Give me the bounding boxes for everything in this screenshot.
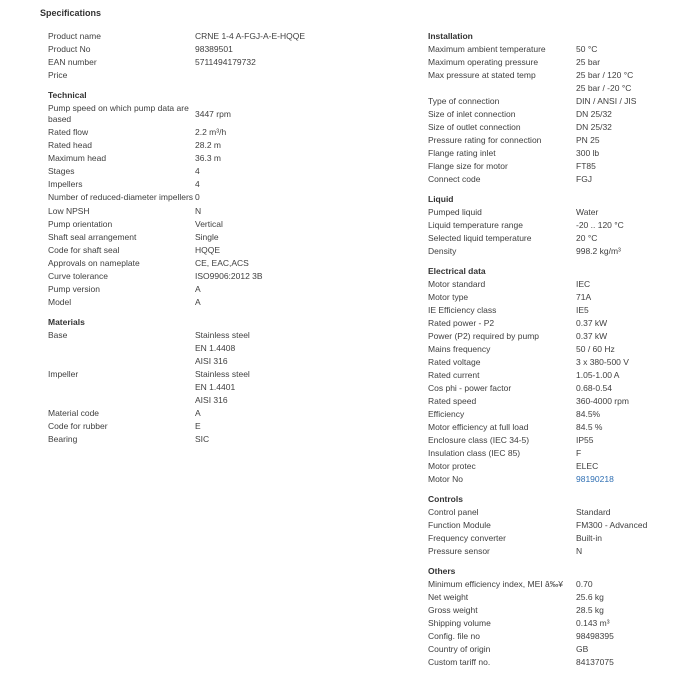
spec-values: [576, 317, 693, 330]
spec-value: 2.2 m³/h: [195, 127, 227, 137]
spec-value: 0: [195, 192, 200, 203]
spec-value: F: [576, 448, 582, 458]
spec-row: [48, 178, 388, 191]
spec-row: [428, 43, 693, 56]
spec-values: [576, 519, 693, 532]
spec-values: [576, 108, 693, 121]
left-column: [48, 30, 388, 446]
spec-label: Curve tolerance: [48, 270, 109, 281]
spec-value: DN 25/32: [576, 109, 612, 119]
spec-value: 28.2 m: [195, 140, 221, 150]
spec-row: [48, 270, 388, 283]
spec-label: Base: [48, 329, 68, 340]
spec-values: [195, 165, 388, 178]
spec-values: [576, 591, 693, 604]
spec-value: PN 25: [576, 135, 600, 145]
spec-value: 98498395: [576, 631, 614, 641]
spec-row: [48, 296, 388, 309]
section-title: Materials: [48, 316, 85, 327]
section-materials: [48, 316, 388, 446]
spec-value: 0.68-0.54: [576, 383, 612, 393]
spec-label: Code for rubber: [48, 420, 108, 431]
spec-values: [576, 408, 693, 421]
spec-label: Connect code: [428, 174, 481, 184]
spec-values: [576, 56, 693, 69]
section-others: [428, 565, 693, 669]
spec-row: [428, 291, 693, 304]
spec-label: Config. file no: [428, 631, 480, 641]
spec-label: Pressure sensor: [428, 546, 490, 556]
spec-row: [428, 232, 693, 245]
spec-label: Maximum ambient temperature: [428, 44, 546, 54]
spec-values: [576, 43, 693, 56]
spec-values: [195, 108, 388, 121]
spec-label: Pump speed on which pump data are based: [48, 103, 189, 124]
spec-value: FGJ: [576, 174, 593, 184]
spec-value: 84.5%: [576, 409, 601, 419]
spec-value: 50 / 60 Hz: [576, 344, 615, 354]
spec-label: Rated voltage: [428, 357, 481, 367]
spec-values: [195, 126, 388, 139]
section-technical: [48, 89, 388, 309]
spec-value: N: [576, 546, 583, 556]
spec-values: [195, 244, 388, 257]
spec-row: [48, 218, 388, 231]
spec-label: Motor protec: [428, 461, 476, 471]
spec-value: FM300 - Advanced: [576, 520, 648, 530]
spec-row: [428, 532, 693, 545]
spec-value: 36.3 m: [195, 153, 221, 163]
spec-values: [576, 278, 693, 291]
spec-value: 71A: [576, 292, 592, 302]
spec-label: Material code: [48, 407, 100, 418]
spec-label: Mains frequency: [428, 344, 491, 354]
spec-row: [48, 257, 388, 270]
spec-values: [576, 643, 693, 656]
spec-row: [428, 578, 693, 591]
spec-value: Vertical: [195, 218, 223, 229]
spec-value: 25 bar / -20 °C: [576, 83, 632, 93]
spec-row: [428, 617, 693, 630]
spec-value: DN 25/32: [576, 122, 612, 132]
spec-label: Flange rating inlet: [428, 148, 496, 158]
spec-values: [576, 460, 693, 473]
spec-value: 5711494179732: [195, 57, 256, 67]
spec-value: 0.37 kW: [576, 331, 608, 341]
spec-value: CRNE 1-4 A-FGJ-A-E-HQQE: [195, 31, 306, 41]
spec-label: Rated power - P2: [428, 318, 495, 328]
spec-values: [195, 218, 388, 231]
spec-value: Stainless steel: [195, 329, 250, 340]
spec-label: Pump orientation: [48, 218, 113, 229]
spec-label: Impellers: [48, 179, 83, 189]
spec-label: Function Module: [428, 520, 491, 530]
spec-value: -20 .. 120 °C: [576, 220, 624, 230]
spec-row: [428, 382, 693, 395]
spec-row: [48, 126, 388, 139]
spec-value: HQQE: [195, 244, 221, 255]
spec-value: 300 lb: [576, 148, 600, 158]
spec-label: Rated flow: [48, 127, 89, 137]
spec-values: [576, 206, 693, 219]
spec-value: IEC: [576, 279, 591, 289]
spec-values: [576, 434, 693, 447]
spec-values: [576, 578, 693, 591]
spec-values: [195, 30, 388, 43]
spec-row: [428, 473, 693, 486]
spec-value: 1.05-1.00 A: [576, 370, 620, 380]
spec-values: [576, 356, 693, 369]
spec-value: ELEC: [576, 461, 599, 471]
spec-label: Rated speed: [428, 396, 477, 406]
spec-label: Size of outlet connection: [428, 122, 521, 132]
spec-row: [428, 134, 693, 147]
spec-values: [576, 69, 693, 95]
spec-values: [576, 95, 693, 108]
spec-row: [48, 152, 388, 165]
spec-label: Efficiency: [428, 409, 465, 419]
spec-row: [428, 206, 693, 219]
spec-value: N: [195, 205, 202, 216]
spec-value: 3447 rpm: [195, 108, 231, 119]
spec-values: [576, 245, 693, 258]
spec-values: [576, 121, 693, 134]
spec-value: AISI 316: [195, 394, 228, 405]
spec-label: Rated current: [428, 370, 480, 380]
spec-row: [428, 460, 693, 473]
spec-row: [428, 421, 693, 434]
spec-row: [428, 356, 693, 369]
spec-label: Gross weight: [428, 605, 478, 615]
spec-row: [48, 43, 388, 56]
spec-value: A: [195, 283, 201, 294]
section-electrical-data: [428, 265, 693, 486]
spec-row: [428, 369, 693, 382]
spec-row: [428, 447, 693, 460]
spec-row: [48, 244, 388, 257]
spec-value: 4: [195, 179, 200, 189]
spec-label: Type of connection: [428, 96, 500, 106]
spec-value: Single: [195, 231, 219, 242]
section-controls: [428, 493, 693, 558]
spec-value: 84.5 %: [576, 422, 603, 432]
spec-values: [576, 617, 693, 630]
spec-label: Cos phi - power factor: [428, 383, 512, 393]
spec-row: [428, 108, 693, 121]
spec-values: [195, 283, 388, 296]
spec-label: Flange size for motor: [428, 161, 508, 171]
spec-row: [428, 317, 693, 330]
spec-value: 98389501: [195, 44, 233, 54]
spec-row: [428, 121, 693, 134]
spec-row: [48, 69, 388, 82]
spec-value: SIC: [195, 433, 210, 444]
spec-value: 25 bar: [576, 57, 601, 67]
spec-values: [576, 232, 693, 245]
spec-value: 84137075: [576, 657, 614, 667]
spec-row: [48, 139, 388, 152]
spec-values: [576, 421, 693, 434]
spec-values: [195, 407, 388, 420]
spec-row: [428, 304, 693, 317]
spec-row: [428, 330, 693, 343]
spec-row: [428, 343, 693, 356]
spec-value: [195, 69, 388, 82]
spec-row: [428, 604, 693, 617]
spec-values: [195, 43, 388, 56]
spec-values: [195, 231, 388, 244]
spec-row: [48, 30, 388, 43]
spec-values: [576, 447, 693, 460]
spec-value: 25.6 kg: [576, 592, 604, 602]
spec-row: [428, 545, 693, 558]
spec-row: [48, 407, 388, 420]
spec-values: [195, 56, 388, 69]
spec-value: Standard: [576, 507, 611, 517]
spec-value: EN 1.4401: [195, 381, 236, 392]
spec-row: [428, 395, 693, 408]
spec-label: Impeller: [48, 368, 79, 379]
spec-values: [576, 134, 693, 147]
spec-row: [428, 219, 693, 232]
spec-label: Net weight: [428, 592, 469, 602]
spec-row: [48, 283, 388, 296]
spec-row: [48, 329, 388, 368]
spec-row: [48, 205, 388, 218]
spec-label: Pump version: [48, 283, 100, 294]
spec-values: [576, 506, 693, 519]
spec-row: [428, 69, 693, 95]
spec-label: Bearing: [48, 433, 78, 444]
spec-values: [195, 139, 388, 152]
spec-label: Rated head: [48, 140, 92, 150]
spec-values: [576, 369, 693, 382]
spec-value: 0.37 kW: [576, 318, 608, 328]
spec-values: [576, 630, 693, 643]
spec-value-link[interactable]: 98190218: [576, 474, 614, 484]
spec-values: [576, 545, 693, 558]
spec-values: [195, 257, 388, 270]
spec-value: 25 bar / 120 °C: [576, 70, 634, 80]
spec-values: [576, 219, 693, 232]
spec-label: IE Efficiency class: [428, 305, 497, 315]
spec-values: [195, 329, 388, 368]
spec-label: Motor efficiency at full load: [428, 422, 529, 432]
spec-row: [428, 656, 693, 669]
spec-label: Selected liquid temperature: [428, 233, 532, 243]
spec-values: [576, 304, 693, 317]
page-title: Specifications: [40, 8, 102, 18]
spec-row: [428, 643, 693, 656]
spec-label: Shaft seal arrangement: [48, 231, 137, 242]
spec-values: [576, 395, 693, 408]
spec-row: [48, 56, 388, 69]
spec-value: AISI 316: [195, 355, 228, 366]
spec-label: Max pressure at stated temp: [428, 70, 536, 80]
right-column: [428, 30, 693, 669]
spec-label: Minimum efficiency index, MEI â‰¥: [428, 579, 563, 589]
spec-label: Frequency converter: [428, 533, 506, 543]
spec-label: Code for shaft seal: [48, 244, 120, 255]
spec-values: [195, 152, 388, 165]
spec-values: [576, 382, 693, 395]
section-title: Electrical data: [428, 266, 486, 276]
spec-label: Model: [48, 296, 72, 307]
spec-value: 360-4000 rpm: [576, 396, 629, 406]
spec-values: [576, 532, 693, 545]
spec-values: [195, 270, 388, 283]
section-title: Technical: [48, 90, 87, 100]
spec-label: Maximum operating pressure: [428, 57, 539, 67]
spec-row: [428, 56, 693, 69]
spec-value: IE5: [576, 305, 589, 315]
spec-values: [195, 368, 388, 407]
spec-row: [428, 173, 693, 186]
spec-value: 0.143 m³: [576, 618, 610, 628]
spec-label: Motor type: [428, 292, 469, 302]
spec-label: Custom tariff no.: [428, 657, 491, 667]
spec-value: IP55: [576, 435, 594, 445]
spec-label: Country of origin: [428, 644, 491, 654]
spec-row: [48, 433, 388, 446]
spec-value: 0.70: [576, 579, 593, 589]
spec-label: Insulation class (IEC 85): [428, 448, 521, 458]
spec-values: [576, 330, 693, 343]
spec-row: [48, 165, 388, 178]
spec-values: [195, 205, 388, 218]
section-installation: [428, 30, 693, 186]
spec-row: [428, 147, 693, 160]
spec-label: Pressure rating for connection: [428, 135, 542, 145]
spec-row: [428, 245, 693, 258]
spec-label: Enclosure class (IEC 34-5): [428, 435, 530, 445]
spec-value: 3 x 380-500 V: [576, 357, 629, 367]
spec-value: E: [195, 420, 201, 431]
spec-value: CE, EAC,ACS: [195, 257, 249, 268]
spec-value: GB: [576, 644, 589, 654]
spec-row: [48, 368, 388, 407]
spec-label: Maximum head: [48, 153, 107, 163]
spec-values: [195, 433, 388, 446]
spec-value: DIN / ANSI / JIS: [576, 96, 637, 106]
spec-label: Liquid temperature range: [428, 220, 523, 230]
section-title: Liquid: [428, 194, 454, 204]
spec-label: Price: [48, 70, 68, 80]
spec-values: [576, 160, 693, 173]
spec-row: [428, 630, 693, 643]
section-liquid: [428, 193, 693, 258]
spec-label: Size of inlet connection: [428, 109, 516, 119]
spec-label: Pumped liquid: [428, 207, 482, 217]
spec-label: Product name: [48, 31, 101, 41]
spec-value: 20 °C: [576, 233, 598, 243]
spec-values: [576, 173, 693, 186]
spec-value: 4: [195, 166, 200, 176]
spec-row: [428, 160, 693, 173]
spec-label: Motor standard: [428, 279, 486, 289]
spec-value: Built-in: [576, 533, 602, 543]
spec-row: [428, 591, 693, 604]
spec-value: Water: [576, 207, 599, 217]
spec-values: [576, 656, 693, 669]
spec-value: FT85: [576, 161, 596, 171]
spec-label: Control panel: [428, 507, 479, 517]
spec-value: EN 1.4408: [195, 342, 236, 353]
spec-value: 998.2 kg/m³: [576, 246, 621, 256]
spec-values: [576, 343, 693, 356]
spec-row: [428, 408, 693, 421]
spec-value: A: [195, 296, 201, 307]
spec-value: ISO9906:2012 3B: [195, 270, 263, 281]
spec-row: [428, 278, 693, 291]
spec-value: 50 °C: [576, 44, 598, 54]
spec-label: Shipping volume: [428, 618, 491, 628]
spec-values: [576, 604, 693, 617]
section-title: Controls: [428, 494, 463, 504]
spec-value: A: [195, 407, 201, 418]
spec-row: [428, 95, 693, 108]
spec-row: [428, 506, 693, 519]
spec-label: Power (P2) required by pump: [428, 331, 540, 341]
spec-values: [576, 473, 693, 486]
section-title: Installation: [428, 31, 473, 41]
spec-label: Density: [428, 246, 457, 256]
spec-values: [576, 147, 693, 160]
spec-label: Stages: [48, 166, 75, 176]
spec-values: [195, 69, 388, 82]
spec-values: [195, 420, 388, 433]
section-title: Others: [428, 566, 456, 576]
spec-values: [195, 296, 388, 309]
spec-label: Approvals on nameplate: [48, 257, 140, 268]
spec-row: [428, 519, 693, 532]
spec-row: [48, 231, 388, 244]
spec-values: [576, 291, 693, 304]
spec-row: [48, 420, 388, 433]
spec-label: Motor No: [428, 474, 463, 484]
section-general: [48, 30, 388, 82]
spec-row: [48, 102, 388, 126]
spec-row: [428, 434, 693, 447]
spec-label: Number of reduced-diameter impellers: [48, 192, 194, 202]
spec-label: Low NPSH: [48, 205, 90, 216]
spec-value: 28.5 kg: [576, 605, 604, 615]
spec-label: Product No: [48, 44, 91, 54]
spec-label: EAN number: [48, 57, 97, 67]
spec-value: Stainless steel: [195, 368, 250, 379]
spec-values: [195, 191, 388, 204]
spec-row: [48, 191, 388, 205]
spec-values: [195, 178, 388, 191]
